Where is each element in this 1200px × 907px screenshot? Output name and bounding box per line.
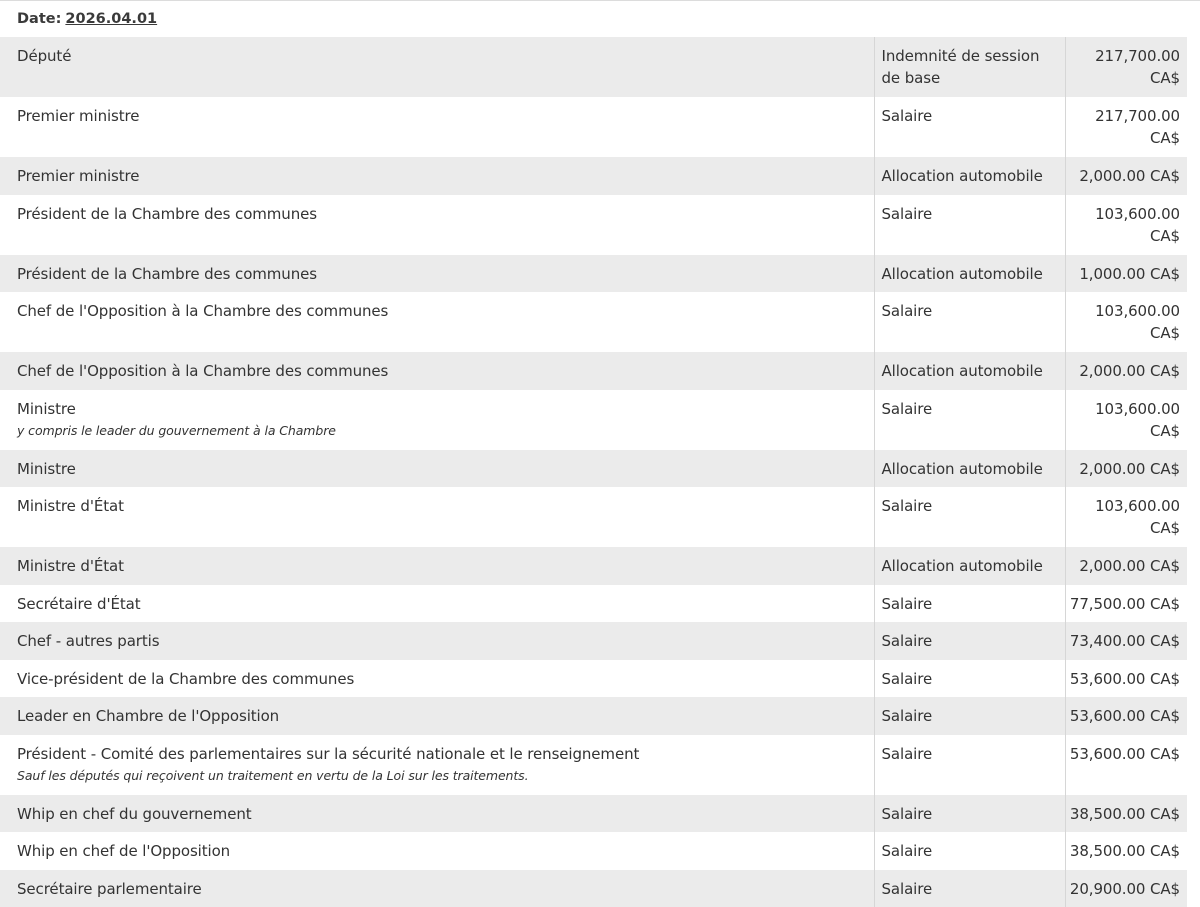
amount-cell: 1,000.00 CA$ (1065, 255, 1187, 293)
amount-cell: 103,600.00 CA$ (1065, 292, 1187, 352)
type-cell: Allocation automobile (874, 352, 1065, 390)
table-row (0, 660, 1187, 698)
amount-cell: 53,600.00 CA$ (1065, 660, 1187, 698)
role-name: Secrétaire parlementaire (17, 880, 202, 898)
role-name: Président de la Chambre des communes (17, 205, 317, 223)
type-cell: Salaire (874, 195, 1065, 255)
salary-table (0, 37, 1187, 907)
role-name: Whip en chef du gouvernement (17, 805, 252, 823)
role-cell (0, 547, 874, 585)
type-cell: Allocation automobile (874, 255, 1065, 293)
role-name: Président - Comité des parlementaires sur la sécurité nationale et le renseignement (17, 745, 639, 763)
type-cell: Salaire (874, 832, 1065, 870)
amount-cell: 217,700.00 CA$ (1065, 97, 1187, 157)
type-cell: Allocation automobile (874, 450, 1065, 488)
role-name: Leader en Chambre de l'Opposition (17, 707, 279, 725)
table-row (0, 735, 1187, 795)
role-cell (0, 352, 874, 390)
role-cell (0, 832, 874, 870)
table-row (0, 697, 1187, 735)
role-name: Ministre (17, 400, 76, 418)
role-name: Chef - autres partis (17, 632, 159, 650)
role-cell (0, 292, 874, 352)
date-label: Date: (17, 11, 61, 27)
table-row (0, 157, 1187, 195)
type-cell: Allocation automobile (874, 157, 1065, 195)
role-cell (0, 157, 874, 195)
type-cell: Salaire (874, 487, 1065, 547)
amount-cell: 2,000.00 CA$ (1065, 450, 1187, 488)
role-name: Ministre d'État (17, 557, 124, 575)
amount-cell: 53,600.00 CA$ (1065, 697, 1187, 735)
role-name: Président de la Chambre des communes (17, 265, 317, 283)
role-cell (0, 450, 874, 488)
table-row (0, 37, 1187, 97)
type-cell: Salaire (874, 795, 1065, 833)
table-row (0, 585, 1187, 623)
amount-cell: 73,400.00 CA$ (1065, 622, 1187, 660)
table-row (0, 292, 1187, 352)
role-note: Sauf les députés qui reçoivent un traitement en vertu de la Loi sur les traitements. (17, 765, 868, 787)
type-cell: Salaire (874, 585, 1065, 623)
role-name: Ministre d'État (17, 497, 124, 515)
table-row (0, 795, 1187, 833)
amount-cell: 53,600.00 CA$ (1065, 735, 1187, 795)
role-cell (0, 390, 874, 450)
role-name: Secrétaire d'État (17, 595, 141, 613)
amount-cell: 103,600.00 CA$ (1065, 487, 1187, 547)
table-row (0, 622, 1187, 660)
table-row (0, 870, 1187, 907)
amount-cell: 77,500.00 CA$ (1065, 585, 1187, 623)
role-name: Premier ministre (17, 167, 139, 185)
amount-cell: 2,000.00 CA$ (1065, 547, 1187, 585)
date-value: 2026.04.01 (65, 11, 157, 27)
type-cell: Salaire (874, 97, 1065, 157)
table-row (0, 450, 1187, 488)
amount-cell: 103,600.00 CA$ (1065, 195, 1187, 255)
amount-cell: 217,700.00 CA$ (1065, 37, 1187, 97)
role-name: Ministre (17, 460, 76, 478)
type-cell: Salaire (874, 390, 1065, 450)
type-cell: Salaire (874, 660, 1065, 698)
role-cell (0, 697, 874, 735)
table-row (0, 195, 1187, 255)
table-row (0, 487, 1187, 547)
type-cell: Salaire (874, 870, 1065, 907)
type-cell: Salaire (874, 697, 1065, 735)
amount-cell: 38,500.00 CA$ (1065, 832, 1187, 870)
date-row (0, 1, 1200, 37)
table-row (0, 390, 1187, 450)
table-row (0, 255, 1187, 293)
table-row (0, 832, 1187, 870)
amount-cell: 2,000.00 CA$ (1065, 157, 1187, 195)
role-cell (0, 735, 874, 795)
role-name: Chef de l'Opposition à la Chambre des communes (17, 302, 388, 320)
role-cell (0, 487, 874, 547)
role-cell (0, 195, 874, 255)
amount-cell: 38,500.00 CA$ (1065, 795, 1187, 833)
role-name: Vice-président de la Chambre des communes (17, 670, 354, 688)
role-cell (0, 795, 874, 833)
amount-cell: 20,900.00 CA$ (1065, 870, 1187, 907)
role-cell (0, 37, 874, 97)
role-cell (0, 622, 874, 660)
type-cell: Indemnité de session de base (874, 37, 1065, 97)
type-cell: Allocation automobile (874, 547, 1065, 585)
table-row (0, 547, 1187, 585)
role-note: y compris le leader du gouvernement à la Chambre (17, 420, 868, 442)
role-cell (0, 255, 874, 293)
type-cell: Salaire (874, 292, 1065, 352)
role-cell (0, 870, 874, 907)
role-cell (0, 97, 874, 157)
role-name: Chef de l'Opposition à la Chambre des communes (17, 362, 388, 380)
role-cell (0, 660, 874, 698)
role-name: Premier ministre (17, 107, 139, 125)
table-row (0, 352, 1187, 390)
table-row (0, 97, 1187, 157)
role-cell (0, 585, 874, 623)
type-cell: Salaire (874, 735, 1065, 795)
role-name: Député (17, 47, 71, 65)
role-name: Whip en chef de l'Opposition (17, 842, 230, 860)
type-cell: Salaire (874, 622, 1065, 660)
salary-table-body (0, 37, 1187, 907)
amount-cell: 2,000.00 CA$ (1065, 352, 1187, 390)
amount-cell: 103,600.00 CA$ (1065, 390, 1187, 450)
